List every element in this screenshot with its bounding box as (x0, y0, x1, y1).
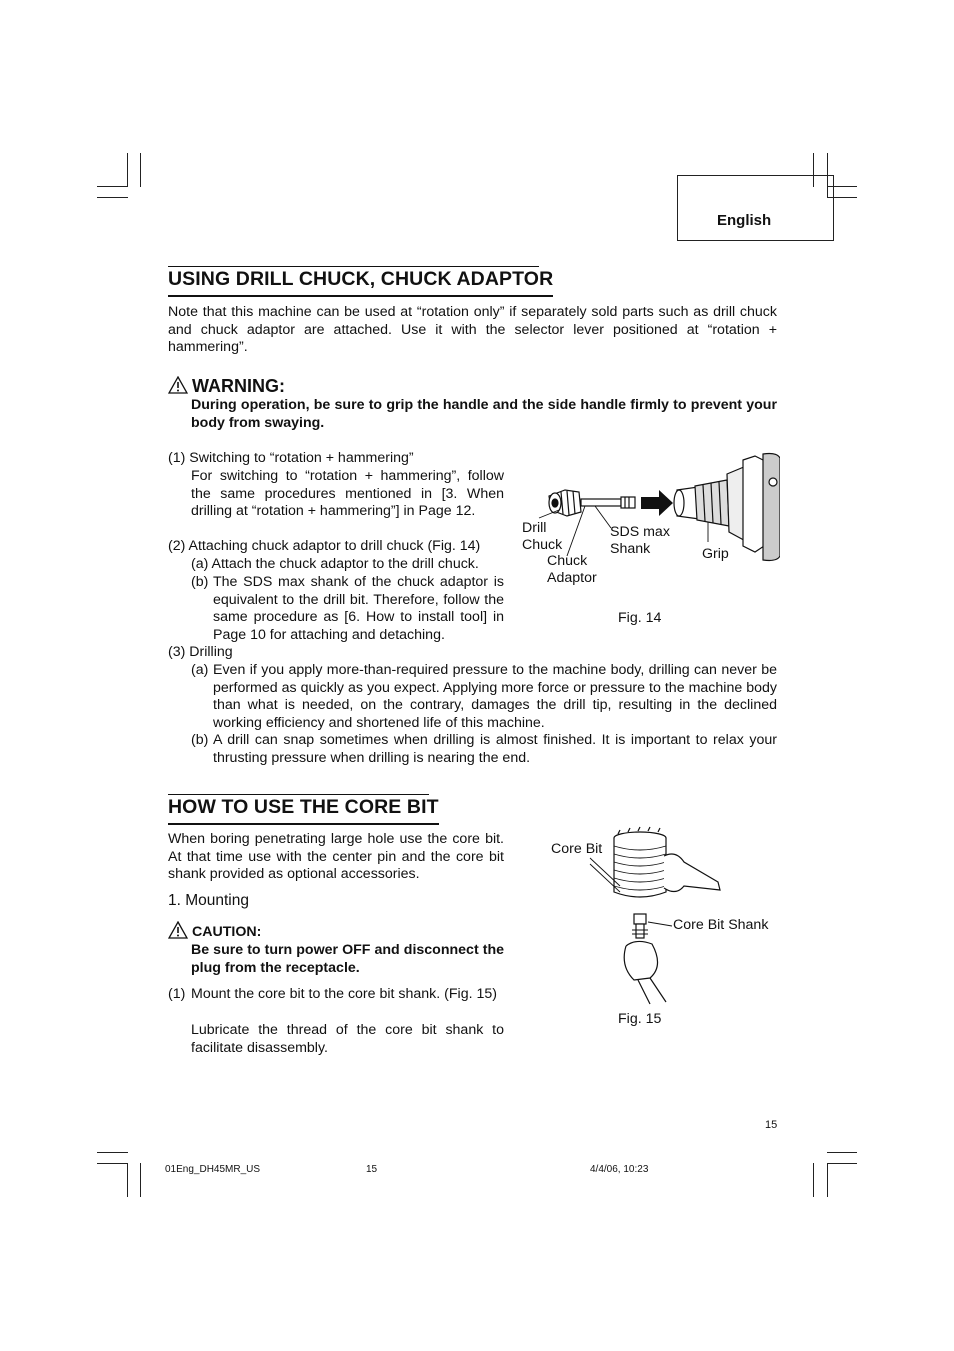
label-drill-chuck: Chuck (522, 537, 563, 553)
step-text: For switching to “rotation + hammering”, follow the same procedures mentioned in [3. When drilling at “rotation + hammering”] in Page 12. (191, 468, 504, 520)
step-substep-marker: (b) (191, 732, 209, 748)
crop-mark (97, 197, 128, 198)
crop-mark (127, 153, 128, 187)
crop-mark (97, 186, 128, 187)
warning-icon (168, 921, 188, 939)
label-grip: Grip (702, 546, 729, 562)
page-number: 15 (765, 1119, 778, 1131)
label-sds-max-shank: SDS max (610, 524, 670, 540)
warning-icon (168, 376, 188, 394)
language-tab (677, 175, 834, 241)
footer-file-name: 01Eng_DH45MR_US (165, 1164, 261, 1175)
section-title: USING DRILL CHUCK, CHUCK ADAPTOR (168, 268, 553, 297)
step-substep-marker: (b) (191, 574, 209, 590)
warning-title: WARNING: (192, 376, 285, 396)
label-drill-chuck: Drill (522, 520, 547, 536)
label-sds-max-shank: Shank (610, 541, 651, 557)
label-core-bit-shank: Core Bit Shank (673, 917, 769, 933)
step-substep-marker: (a) (191, 662, 209, 678)
crop-mark (127, 1163, 128, 1197)
step-title: (1) Switching to “rotation + hammering” (168, 450, 414, 466)
label-chuck-adaptor: Adaptor (547, 570, 597, 586)
caution-text: Be sure to turn power OFF and disconnect the plug from the receptacle. (191, 942, 504, 976)
figure-caption: Fig. 15 (618, 1011, 662, 1027)
step-substep: The SDS max shank of the chuck adaptor is equivalent to the drill bit. Therefore, follow the same procedure as [6. How to install tool] in Page 10 for attaching and detaching. (213, 574, 504, 643)
section-title: HOW TO USE THE CORE BIT (168, 796, 439, 825)
crop-mark (813, 1163, 814, 1197)
caution-title: CAUTION: (192, 924, 262, 940)
crop-mark (827, 1152, 857, 1153)
crop-mark (97, 1152, 128, 1153)
step-text: Mount the core bit to the core bit shank. (Fig. 15) (191, 986, 497, 1002)
language-label: English (717, 212, 772, 229)
step-note: Lubricate the thread of the core bit shank to facilitate disassembly. (191, 1022, 504, 1056)
crop-mark (97, 1163, 128, 1164)
label-core-bit: Core Bit (551, 841, 603, 857)
step-marker: (1) (168, 986, 186, 1002)
crop-mark (140, 153, 141, 187)
step-substep: Even if you apply more-than-required pressure to the machine body, drilling can never be performed as quickly as you expect. Applying more force or pressure to the machine body than what is needed, on the contrary, damages the drill tip, resulting in the declined working efficiency and shortened life of this machine. (213, 662, 777, 731)
footer-file-page: 15 (366, 1164, 378, 1175)
crop-mark (827, 1163, 828, 1197)
figure-caption: Fig. 14 (618, 610, 662, 626)
step-title: (2) Attaching chuck adaptor to drill chuck (Fig. 14) (168, 538, 481, 554)
warning-text: During operation, be sure to grip the handle and the side handle firmly to prevent your body from swaying. (191, 397, 777, 431)
footer-timestamp: 4/4/06, 10:23 (590, 1164, 649, 1175)
label-chuck-adaptor: Chuck (547, 553, 588, 569)
title-top-rule (168, 794, 429, 795)
crop-mark (140, 1163, 141, 1197)
section-intro: When boring penetrating large hole use the core bit. At that time use with the center pin and the core bit shank provided as optional accessories. (168, 831, 504, 883)
title-top-rule (168, 266, 539, 267)
subsection-heading: 1. Mounting (168, 892, 249, 909)
step-title: (3) Drilling (168, 644, 233, 660)
crop-mark (827, 1163, 857, 1164)
step-substep: A drill can snap sometimes when drilling is almost finished. It is important to relax your thrusting pressure when drilling is nearing the end. (213, 732, 777, 766)
section-intro: Note that this machine can be used at “rotation only” if separately sold parts such as drill chuck and chuck adaptor are attached. Use it with the selector lever positioned at “rotation + hammering”. (168, 304, 777, 356)
step-substep: (a) Attach the chuck adaptor to the drill chuck. (191, 556, 479, 572)
